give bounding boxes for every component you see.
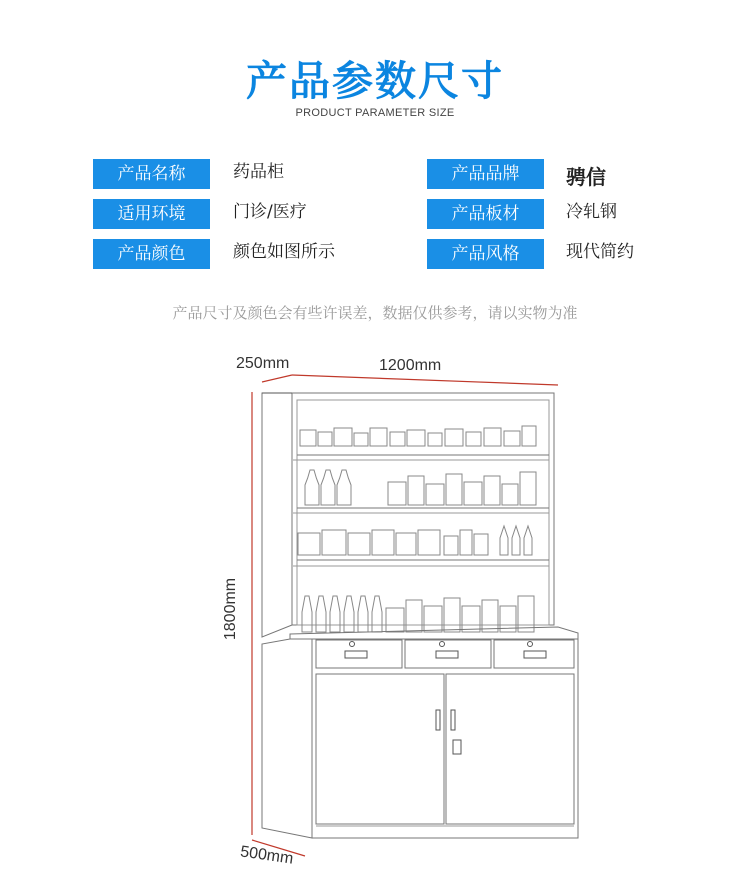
drawer-middle: [405, 640, 491, 668]
shelf-items-row-1: [300, 426, 536, 446]
param-label-color: 产品颜色: [93, 239, 210, 269]
param-value-color: 颜色如图所示: [233, 242, 335, 262]
page-title: 产品参数尺寸: [246, 57, 504, 105]
door-left: [316, 674, 444, 824]
param-value-brand: 骋信: [566, 165, 606, 189]
drawer-right: [494, 640, 574, 668]
lower-cabinet-side: [262, 639, 312, 838]
param-value-name: 药品柜: [233, 162, 284, 182]
param-label-brand: 产品品牌: [427, 159, 544, 189]
depth-top-dimension-line: [262, 375, 292, 382]
lower-cabinet-body: [312, 639, 578, 838]
dimension-depth-bottom: 500mm: [239, 843, 295, 868]
door-lock: [453, 740, 461, 754]
param-label-material: 产品板材: [427, 199, 544, 229]
door-right-handle: [451, 710, 455, 730]
param-value-style: 现代简约: [566, 242, 634, 262]
param-label-style: 产品风格: [427, 239, 544, 269]
drawer-left: [316, 640, 402, 668]
hutch-side-panel: [262, 393, 292, 637]
dimension-width: 1200mm: [379, 357, 442, 374]
drawer-right-handle: [524, 651, 546, 658]
hutch-frame: [292, 393, 554, 625]
param-label-environment: 适用环境: [93, 199, 210, 229]
door-left-handle: [436, 710, 440, 730]
door-right: [446, 674, 574, 824]
shelf-items-row-3: [298, 526, 532, 555]
drawer-left-handle: [345, 651, 367, 658]
disclaimer-note: 产品尺寸及颜色会有些许误差，数据仅供参考，请以实物为准: [172, 304, 578, 322]
dimension-depth-top: 250mm: [236, 355, 290, 372]
width-dimension-line: [292, 375, 558, 385]
param-value-material: 冷轧钢: [566, 202, 617, 222]
shelf-items-row-4: [302, 596, 534, 632]
drawer-middle-handle: [436, 651, 458, 658]
param-value-environment: 门诊/医疗: [233, 202, 307, 222]
shelf-items-row-2: [305, 470, 536, 505]
dimension-height: 1800mm: [222, 577, 240, 641]
page-subtitle: PRODUCT PARAMETER SIZE: [295, 107, 455, 119]
counter-top: [290, 627, 578, 639]
param-label-name: 产品名称: [93, 159, 210, 189]
